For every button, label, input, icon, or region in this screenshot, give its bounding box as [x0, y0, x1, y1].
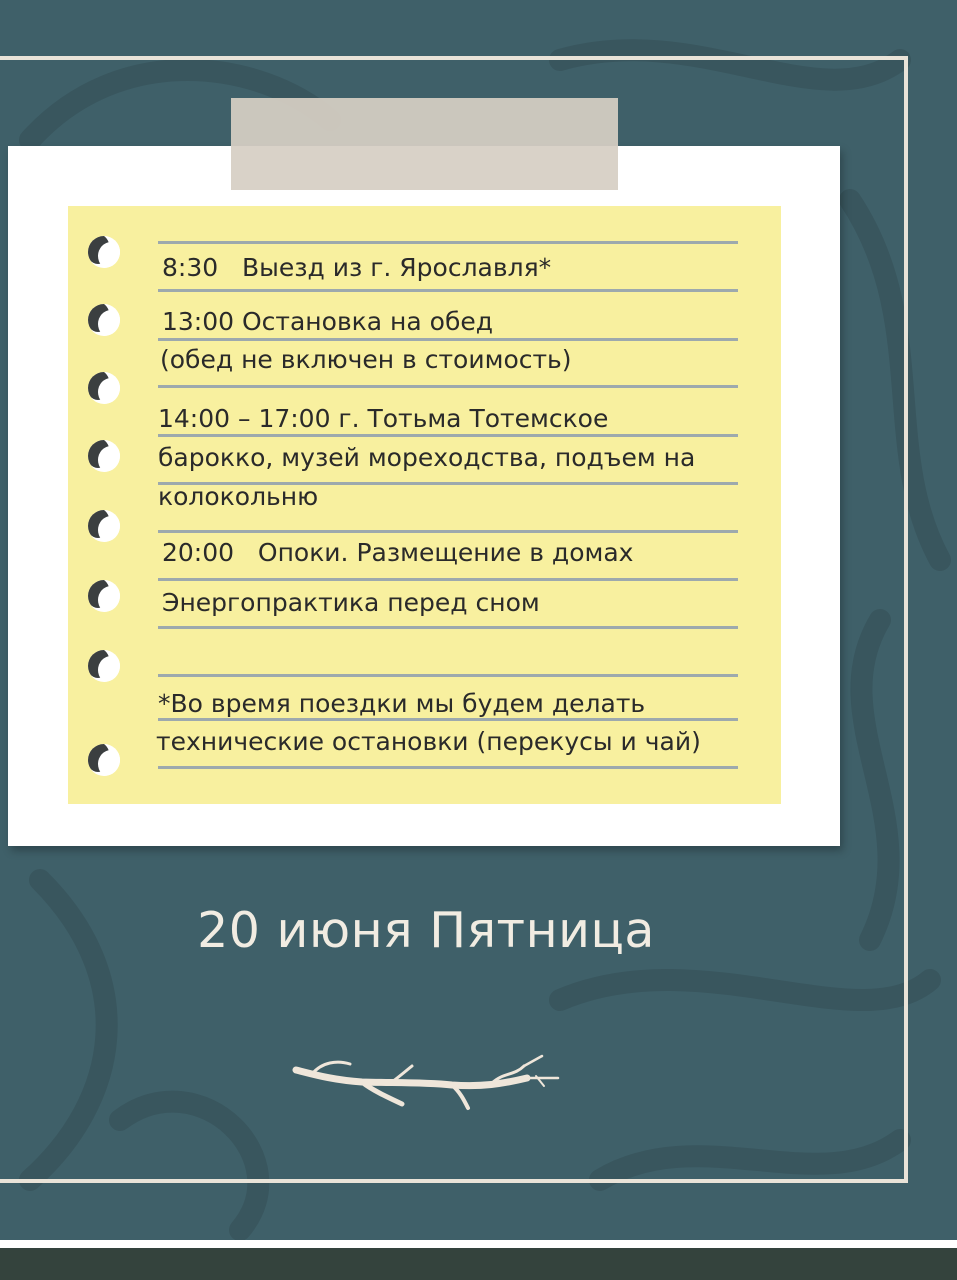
- tape-strip: [231, 98, 618, 190]
- ruled-line: [158, 530, 738, 533]
- bottom-bar: [0, 1248, 957, 1280]
- schedule-time: 20:00: [162, 538, 235, 567]
- schedule-item-3-line-3: колокольню: [158, 482, 319, 511]
- schedule-item-2-line-1: 13:00 Остановка на обед: [162, 307, 494, 336]
- ruled-line: [158, 241, 738, 244]
- notebook-hole-icon: [88, 510, 120, 542]
- notebook-hole-icon: [88, 744, 120, 776]
- notebook-hole-icon: [88, 650, 120, 682]
- ruled-line: [158, 674, 738, 677]
- date-title: 20 июня Пятница: [197, 902, 655, 959]
- ruled-line: [158, 766, 738, 769]
- schedule-item-3-line-1: 14:00 – 17:00 г. Тотьма Тотемское: [158, 404, 609, 433]
- notebook-hole-icon: [88, 304, 120, 336]
- ruled-line: [158, 578, 738, 581]
- notebook-hole-icon: [88, 372, 120, 404]
- schedule-item-5: Энергопрактика перед сном: [162, 588, 540, 617]
- schedule-item-4: [162, 538, 633, 568]
- schedule-item-2-line-2: (обед не включен в стоимость): [160, 345, 572, 374]
- notebook-hole-icon: [88, 236, 120, 268]
- schedule-time: 8:30: [162, 253, 219, 282]
- schedule-text: Выезд из г. Ярославля*: [241, 253, 552, 282]
- schedule-item-1: [162, 253, 551, 283]
- ruled-line: [158, 289, 738, 292]
- ruled-line: [158, 338, 738, 341]
- notebook-hole-icon: [88, 440, 120, 472]
- notebook-hole-icon: [88, 580, 120, 612]
- note-line-2: технические остановки (перекусы и чай): [156, 727, 701, 756]
- ruled-line: [158, 434, 738, 437]
- branch-icon: [292, 1052, 564, 1114]
- schedule-item-3-line-2: барокко, музей мореходства, подъем на: [158, 443, 696, 472]
- ruled-line: [158, 626, 738, 629]
- schedule-text: Опоки. Размещение в домах: [257, 538, 634, 567]
- note-line-1: *Во время поездки мы будем делать: [158, 689, 646, 718]
- ruled-line: [158, 385, 738, 388]
